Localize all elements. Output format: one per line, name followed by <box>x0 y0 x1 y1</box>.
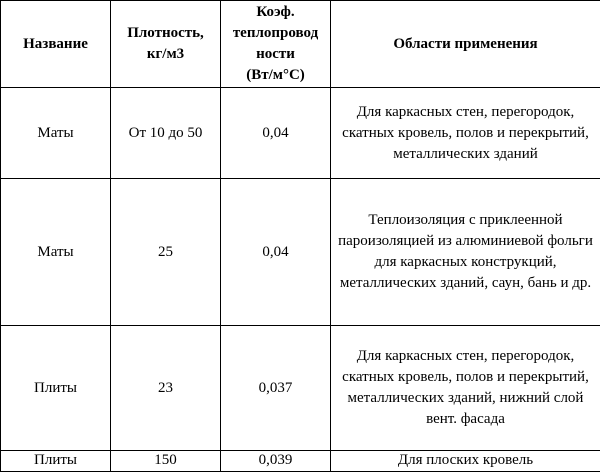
header-name: Название <box>1 1 111 88</box>
cell-conductivity: 0,04 <box>221 179 331 326</box>
header-density <box>111 1 221 88</box>
cell-conductivity: 0,04 <box>221 88 331 179</box>
cell-name: Маты <box>1 88 111 179</box>
table-row <box>1 451 600 472</box>
header-conductivity <box>221 1 331 88</box>
header-density-line: Плотность, <box>127 25 204 41</box>
table-row <box>1 326 600 451</box>
header-conductivity-line: (Вт/м°С) <box>246 67 305 83</box>
header-conductivity-line: ности <box>256 46 295 62</box>
header-conductivity-line: теплопровод <box>232 25 319 41</box>
cell-application: Теплоизоляция с приклеенной пароизоляцией из алюминиевой фольги для каркасных конструкций, металлических зданий, саун, бань и др. <box>331 179 600 326</box>
table-row <box>1 179 600 326</box>
cell-density: 150 <box>111 451 221 472</box>
cell-application: Для каркасных стен, перегородок, скатных кровель, полов и перекрытий, металлических зданий <box>331 88 600 179</box>
header-density-line: кг/м3 <box>146 46 185 62</box>
table-header-row <box>1 1 600 88</box>
cell-density: От 10 до 50 <box>111 88 221 179</box>
cell-density: 23 <box>111 326 221 451</box>
cell-conductivity: 0,039 <box>221 451 331 472</box>
cell-name: Плиты <box>1 451 111 472</box>
cell-density: 25 <box>111 179 221 326</box>
cell-application: Для каркасных стен, перегородок, скатных кровель, полов и перекрытий, металлических зданий, нижний слой вент. фасада <box>331 326 600 451</box>
header-conductivity-line: Коэф. <box>256 4 295 20</box>
cell-name: Плиты <box>1 326 111 451</box>
cell-conductivity: 0,037 <box>221 326 331 451</box>
table-row <box>1 88 600 179</box>
cell-application: Для плоских кровель <box>331 451 600 472</box>
header-application: Области применения <box>331 1 600 88</box>
cell-name: Маты <box>1 179 111 326</box>
